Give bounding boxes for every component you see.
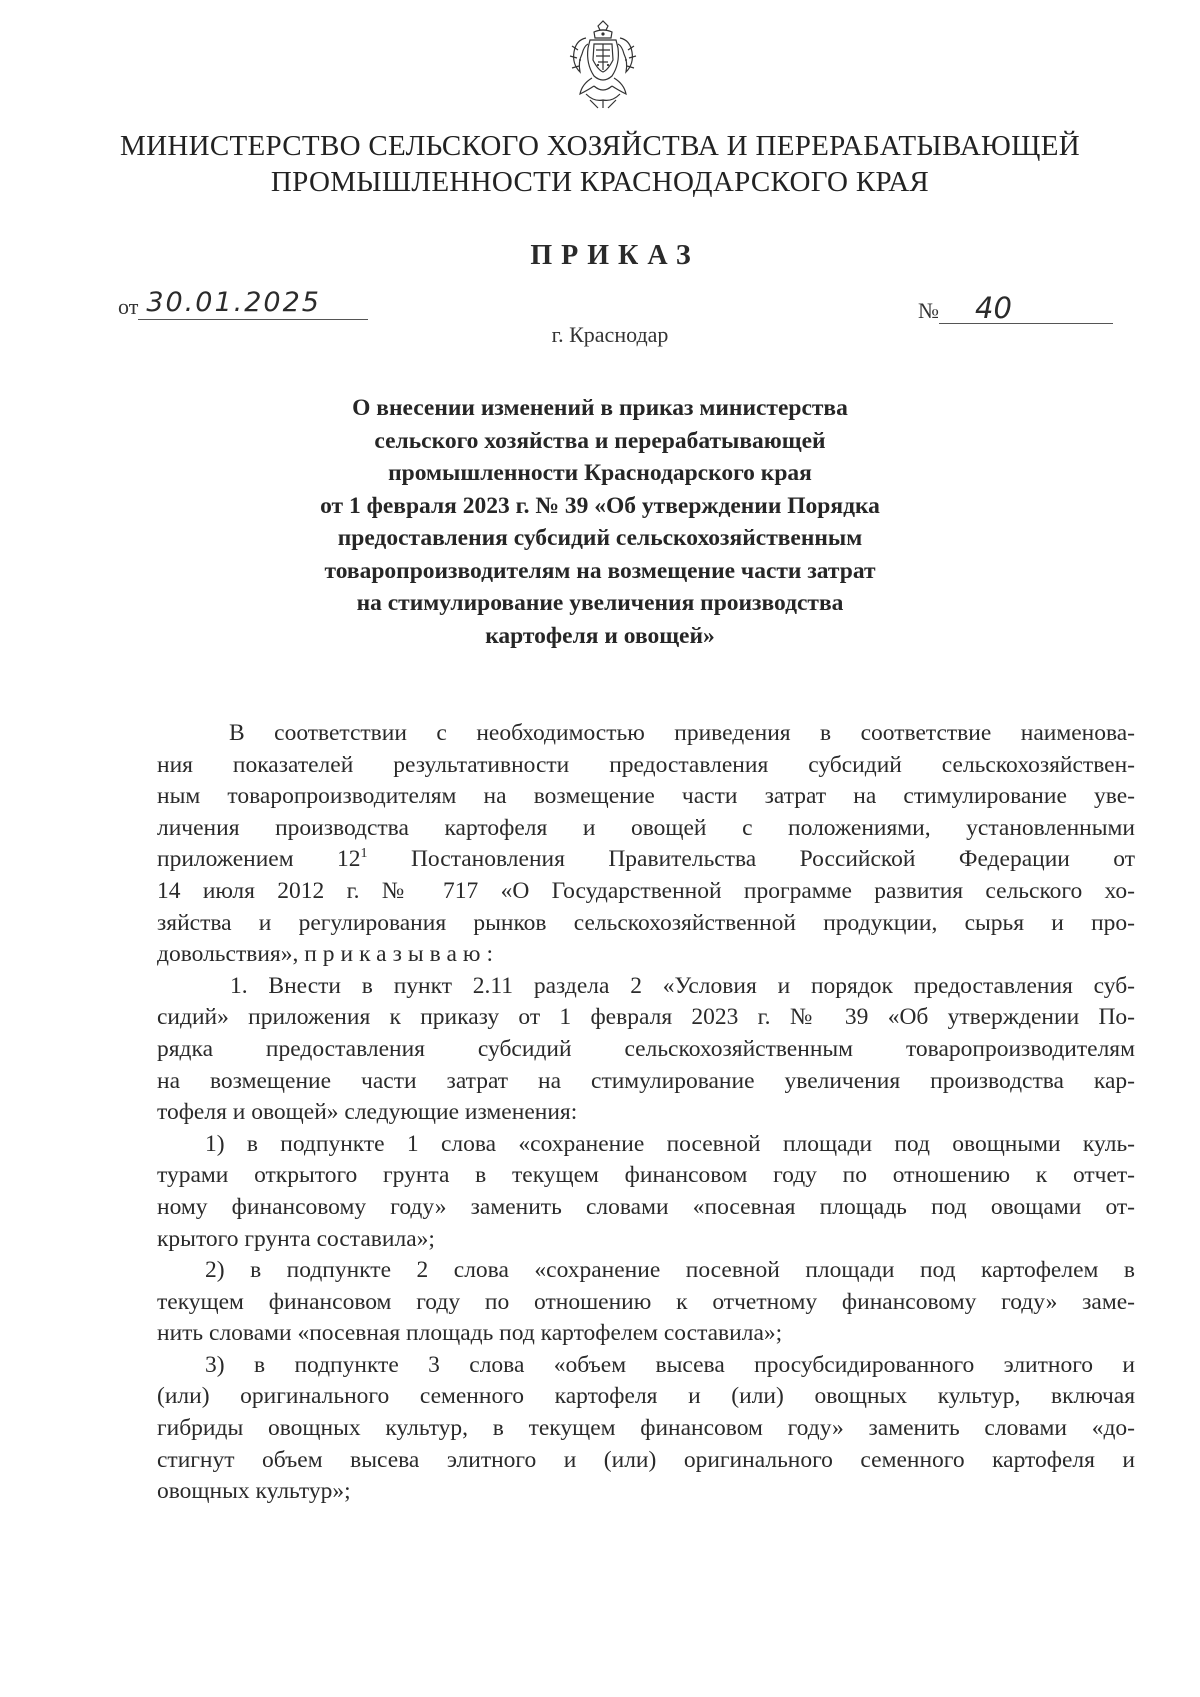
ministry-name-line-2: ПРОМЫШЛЕННОСТИ КРАСНОДАРСКОГО КРАЯ xyxy=(270,166,930,198)
body-line: ному финансовому году» заменить словами «посевная площадь под овощами от- xyxy=(157,1193,1135,1220)
body-line xyxy=(157,844,1135,876)
document-type-heading: ПРИКАЗ xyxy=(530,240,700,271)
body-line: сидий» приложения к приказу от 1 февраля 2023 г. № 39 «Об утверждении По- xyxy=(157,1004,1135,1031)
ministry-name-line-1: МИНИСТЕРСТВО СЕЛЬСКОГО ХОЗЯЙСТВА И ПЕРЕРАБАТЫВАЮЩЕЙ xyxy=(120,130,1080,162)
annex-superscript: 1 xyxy=(360,846,368,862)
body-line-start: довольствия», xyxy=(157,941,299,968)
coat-of-arms-emblem-icon xyxy=(568,20,638,110)
subitem-1-paragraph xyxy=(157,1129,1135,1255)
body-line: 1. Внести в пункт 2.11 раздела 2 «Условия и порядок предоставления суб- xyxy=(230,972,1135,999)
body-line: на возмещение части затрат на стимулирование увеличения производства кар- xyxy=(157,1067,1135,1094)
body-line: текущем финансовом году по отношению к отчетному финансовому году» заме- xyxy=(157,1288,1135,1315)
body-line: 3) в подпункте 3 слова «объем высева просубсидированного элитного и xyxy=(205,1351,1135,1378)
body-line: гибриды овощных культур, в текущем финансовом году» заменить словами «до- xyxy=(157,1415,1135,1442)
body-line: ным товаропроизводителям на возмещение части затрат на стимулирование уве- xyxy=(157,783,1135,810)
order-verb: приказываю: xyxy=(304,941,499,968)
title-line: картофеля и овощей» xyxy=(485,622,715,649)
body-line: ния показателей результативности предоставления субсидий сельскохозяйствен- xyxy=(157,751,1135,778)
order-date xyxy=(118,287,368,321)
order-number xyxy=(918,293,1113,324)
item-1-paragraph xyxy=(157,971,1135,1129)
body-line: зяйства и регулирования рынков сельскохозяйственной продукции, сырья и про- xyxy=(157,909,1135,936)
body-line: стигнут объем высева элитного и (или) оригинального семенного картофеля и xyxy=(157,1446,1135,1473)
body-line: В соответствии с необходимостью приведения в соответствие наименова- xyxy=(229,720,1135,746)
body-line: турами открытого грунта в текущем финансовом году по отношению к отчет- xyxy=(157,1162,1135,1189)
title-line: предоставления субсидий сельскохозяйственным xyxy=(337,525,863,551)
title-line: сельского хозяйства и перерабатывающей xyxy=(374,427,826,454)
body-line: (или) оригинального семенного картофеля и (или) овощных культур, включая xyxy=(157,1383,1135,1410)
order-title xyxy=(200,392,1000,652)
body-line-rest: Постановления Правительства Российской Федерации от xyxy=(410,846,1135,873)
subitem-2-paragraph xyxy=(157,1255,1135,1350)
body-line: 14 июля 2012 г. № 717 «О Государственной программе развития сельского хо- xyxy=(157,877,1135,904)
body-line: крытого грунта составила»; xyxy=(157,1225,435,1252)
body-line: 1) в подпункте 1 слова «сохранение посевной площади под овощными куль- xyxy=(205,1130,1135,1157)
title-line: от 1 февраля 2023 г. № 39 «Об утверждении Порядка xyxy=(320,492,880,519)
city-name: г. Краснодар xyxy=(551,322,669,347)
subitem-3-paragraph xyxy=(157,1350,1135,1508)
annex-reference: приложением 12 xyxy=(157,846,361,873)
order-number-value: 40 xyxy=(939,293,1113,324)
order-number-prefix: № xyxy=(918,298,939,323)
body-line: тофеля и овощей» следующие изменения: xyxy=(157,1099,578,1126)
body-line xyxy=(157,939,1135,971)
order-body xyxy=(157,718,1135,1508)
order-date-prefix: от xyxy=(118,294,139,319)
body-line: нить словами «посевная площадь под картофелем составила»; xyxy=(157,1320,783,1347)
title-line: на стимулирование увеличения производства xyxy=(356,590,844,616)
title-line: промышленности Краснодарского края xyxy=(388,460,812,486)
title-line: О внесении изменений в приказ министерства xyxy=(352,395,848,421)
title-line: товаропроизводителям на возмещение части затрат xyxy=(324,557,876,584)
ministry-name xyxy=(80,128,1120,200)
preamble-paragraph xyxy=(157,718,1135,971)
body-line: 2) в подпункте 2 слова «сохранение посевной площади под картофелем в xyxy=(205,1257,1135,1284)
order-date-value: 30.01.2025 xyxy=(138,287,368,320)
body-line: личения производства картофеля и овощей с положениями, установленными xyxy=(157,814,1135,841)
body-line: овощных культур»; xyxy=(157,1478,351,1505)
body-line: рядка предоставления субсидий сельскохозяйственным товаропроизводителям xyxy=(157,1035,1135,1062)
